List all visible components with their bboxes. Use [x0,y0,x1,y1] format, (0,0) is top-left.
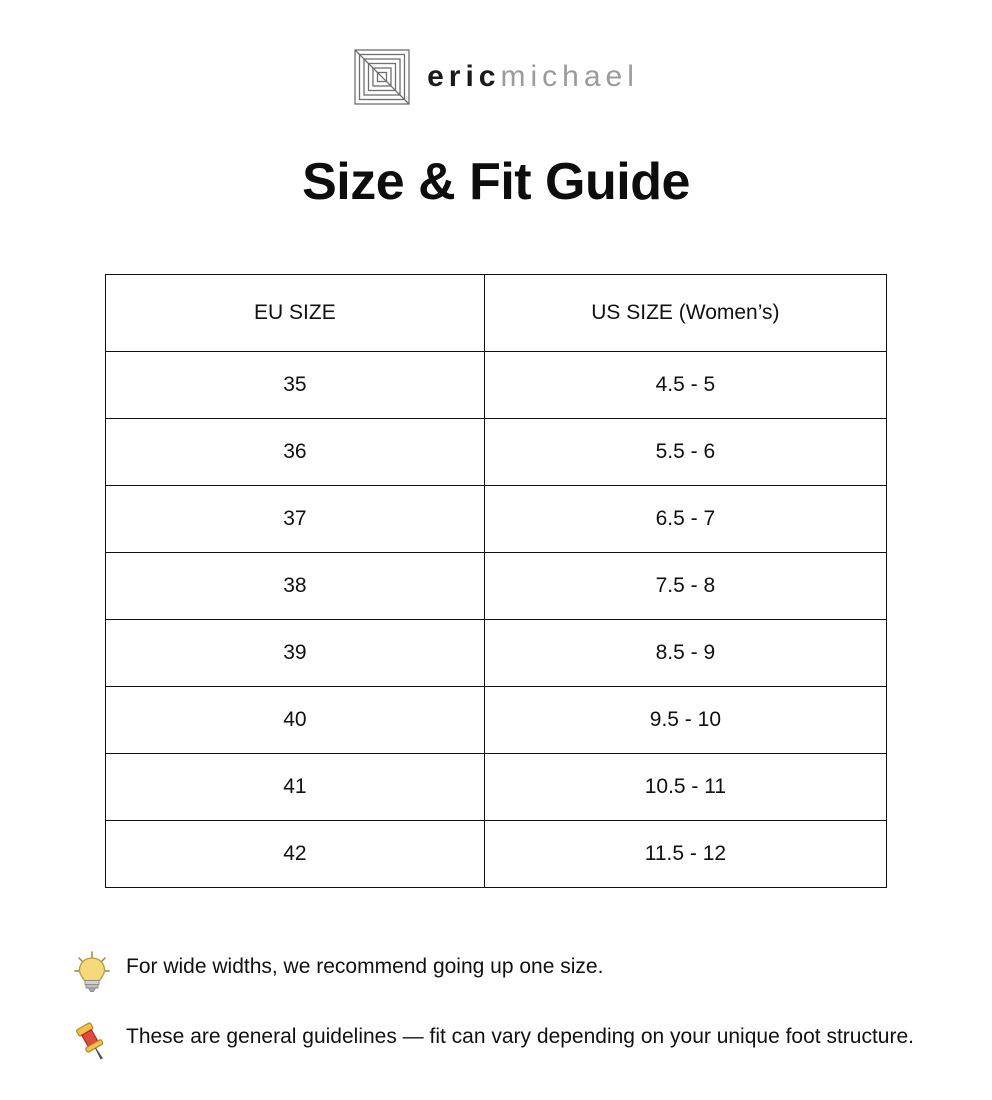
cell-eu-size: 36 [106,419,485,486]
brand-wordmark [427,60,639,94]
cell-eu-size: 41 [106,754,485,821]
concentric-squares-logo-icon [353,48,411,106]
brand-name-secondary: michael [500,60,639,93]
page-title: Size & Fit Guide [302,153,690,211]
table-row [106,821,887,888]
table-body [106,352,887,888]
cell-us-size: 6.5 - 7 [484,486,886,553]
table-row [106,687,887,754]
cell-us-size: 11.5 - 12 [484,821,886,888]
table-row [106,352,887,419]
pushpin-icon [72,1020,112,1064]
table-row [106,419,887,486]
cell-us-size: 5.5 - 6 [484,419,886,486]
cell-eu-size: 40 [106,687,485,754]
note-text: These are general guidelines — fit can vary depending on your unique foot structure. [126,1025,914,1048]
size-table-container [105,274,887,888]
table-row [106,553,887,620]
size-conversion-table [105,274,887,888]
note-item [72,952,956,996]
cell-eu-size: 37 [106,486,485,553]
brand-name-primary: eric [427,60,501,93]
note-item [72,1022,956,1066]
cell-us-size: 4.5 - 5 [484,352,886,419]
cell-us-size: 7.5 - 8 [484,553,886,620]
note-text: For wide widths, we recommend going up one size. [126,955,604,978]
cell-us-size: 9.5 - 10 [484,687,886,754]
column-header-eu-size: EU SIZE [106,275,485,352]
table-row [106,620,887,687]
cell-us-size: 10.5 - 11 [484,754,886,821]
table-header [106,275,887,352]
cell-us-size: 8.5 - 9 [484,620,886,687]
table-row [106,754,887,821]
cell-eu-size: 42 [106,821,485,888]
cell-eu-size: 35 [106,352,485,419]
cell-eu-size: 38 [106,553,485,620]
table-row [106,486,887,553]
cell-eu-size: 39 [106,620,485,687]
table-header-row [106,275,887,352]
column-header-us-size: US SIZE (Women’s) [484,275,886,352]
lightbulb-icon [72,950,112,994]
brand-header [0,0,992,106]
notes-section [36,952,956,1066]
